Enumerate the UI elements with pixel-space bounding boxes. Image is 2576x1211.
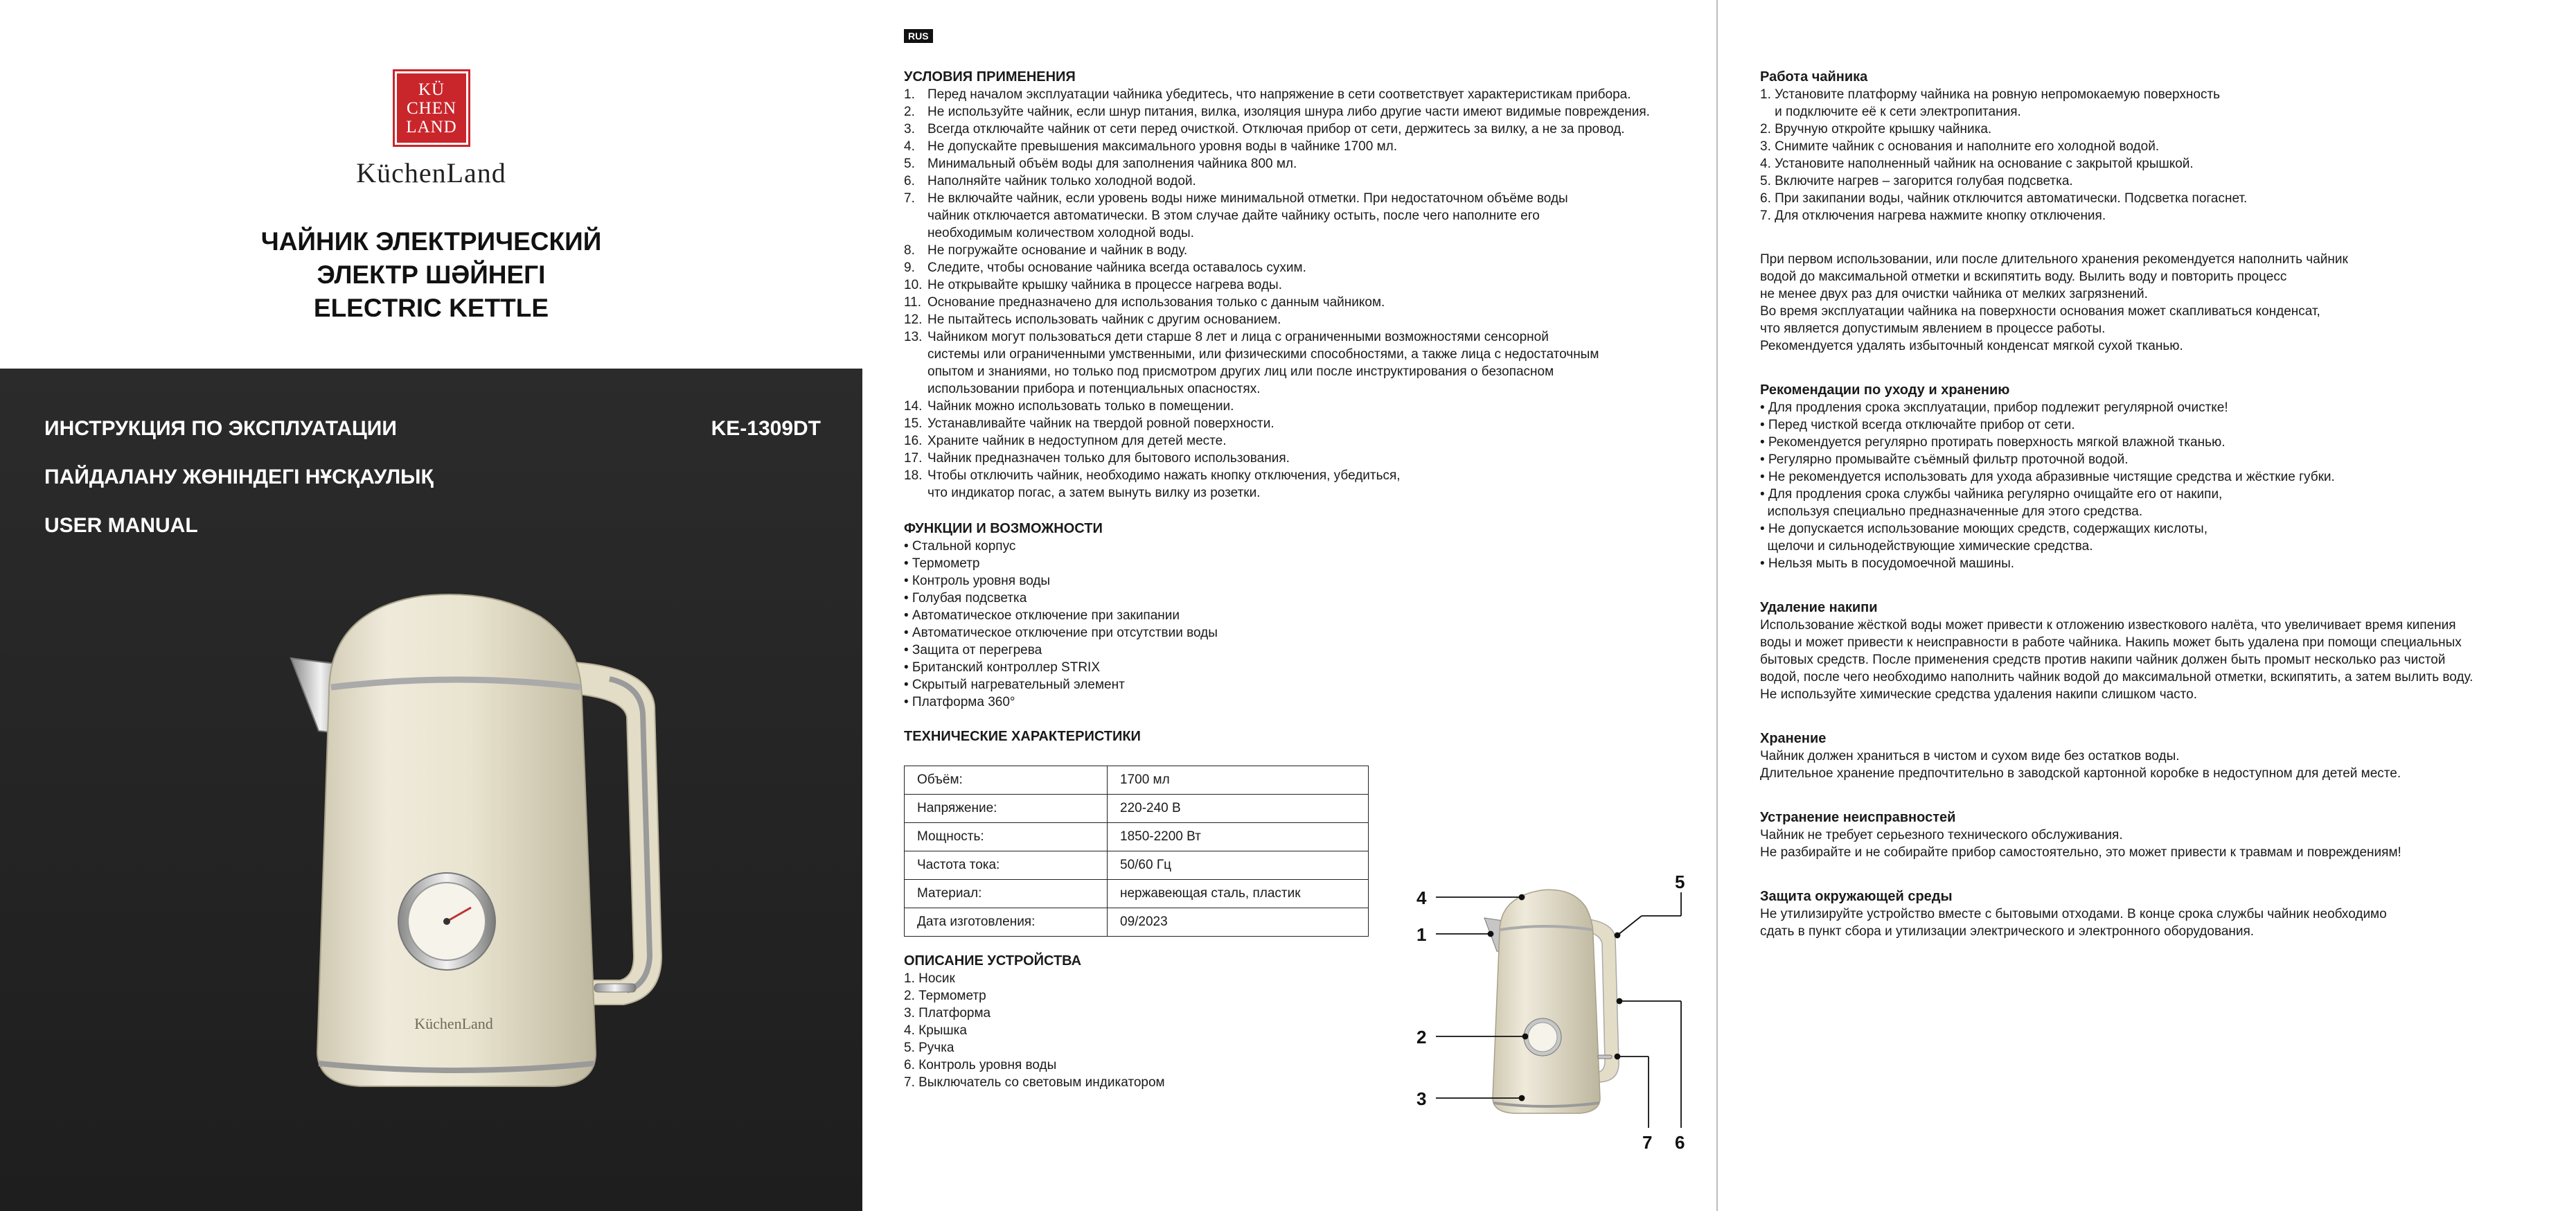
item-line: Не допускайте превышения максимального уровня воды в чайнике 1700 мл.	[927, 139, 1398, 154]
callout-7: 7	[1642, 1132, 1653, 1153]
spec-label: Частота тока:	[905, 851, 1108, 880]
item-number: 6.	[904, 174, 915, 188]
condition-item	[904, 121, 1700, 138]
item-number: 13.	[904, 330, 923, 344]
spec-row	[905, 795, 1369, 823]
section-line: водой, после чего необходимо наполнить чайник водой до максимальной отметки, вскипятить, а затем вылить воду.	[1760, 670, 2473, 684]
spec-row	[905, 851, 1369, 880]
item-line: Не пытайтесь использовать чайник с другим основанием.	[927, 312, 1281, 327]
item-number: 17.	[904, 451, 923, 466]
manual-title-en: USER MANUAL	[44, 514, 198, 537]
section-line: воды и может привести к неисправности в работе чайника. Накипь может быть удалена при помощи специальных	[1760, 635, 2462, 650]
condition-item	[904, 259, 1700, 276]
description-item: 6. Контроль уровня воды	[904, 1058, 1057, 1072]
section-line: используя специально предназначенные для этого средства.	[1760, 504, 2143, 519]
title-line: ELECTRIC KETTLE	[313, 294, 549, 322]
section-line: 6. При закипании воды, чайник отключится автоматически. Подсветка погаснет.	[1760, 191, 2248, 206]
section-line: Чайник должен храниться в чистом и сухом виде без остатков воды.	[1760, 749, 2180, 763]
section-title: Хранение	[1760, 731, 1827, 746]
specs-title	[904, 727, 1389, 745]
cover-panel	[0, 0, 862, 1211]
section-line: При первом использовании, или после длительного хранения рекомендуется наполнить чайник	[1760, 252, 2348, 267]
description-list	[904, 970, 1389, 1091]
section-line: щелочи и сильнодействующие химические средства.	[1760, 539, 2093, 554]
feature-item: • Стальной корпус	[904, 539, 1016, 554]
feature-item: • Защита от перегрева	[904, 643, 1042, 657]
item-line: чайник отключается автоматически. В этом случае дайте чайнику остыть, после чего наполните его	[927, 209, 1540, 223]
condition-item	[904, 294, 1700, 311]
manual-title-kz: ПАЙДАЛАНУ ЖӨНІНДЕГІ НҰСҚАУЛЫҚ	[44, 466, 434, 488]
spec-label: Напряжение:	[905, 795, 1108, 823]
spec-value: 1700 мл	[1108, 766, 1369, 795]
language-tag: RUS	[904, 29, 933, 43]
logo-line: LAND	[406, 117, 457, 136]
condition-item	[904, 467, 1700, 502]
section-line: • Рекомендуется регулярно протирать поверхность мягкой влажной тканью.	[1760, 435, 2226, 450]
logo-line: KÜ	[418, 80, 445, 99]
section-line: Чайник не требует серьезного технического обслуживания.	[1760, 828, 2123, 842]
section-line: сдать в пункт сбора и утилизации электрического и электронного оборудования.	[1760, 924, 2255, 939]
section-title: УСЛОВИЯ ПРИМЕНЕНИЯ	[904, 69, 1076, 85]
section-line: Во время эксплуатации чайника на поверхности основания может скапливаться конденсат,	[1760, 304, 2320, 319]
callout-2: 2	[1416, 1027, 1427, 1048]
feature-item: • Контроль уровня воды	[904, 574, 1051, 588]
item-number: 3.	[904, 122, 915, 136]
item-number: 1.	[904, 87, 915, 102]
item-line: опытом и знаниями, но только под присмотром других лиц или после инструктирования о безопасном	[927, 364, 1554, 379]
section-line: бытовых средств. После применения средств против накипи чайник должен быть промыт несколько раз чистой	[1760, 653, 2446, 667]
brand-name: KüchenLand	[356, 157, 506, 188]
condition-item	[904, 138, 1700, 155]
features-section	[904, 520, 1389, 711]
condition-item	[904, 155, 1700, 173]
condition-item	[904, 173, 1700, 190]
features-list	[904, 538, 1389, 711]
section-line: Не утилизируйте устройство вместе с бытовыми отходами. В конце срока службы чайник необходимо	[1760, 907, 2387, 921]
page3-section	[1760, 730, 2564, 782]
kettle-image	[263, 568, 693, 1108]
section-title: ТЕХНИЧЕСКИЕ ХАРАКТЕРИСТИКИ	[904, 729, 1141, 744]
section-line: • Нельзя мыть в посудомоечной машины.	[1760, 556, 2015, 571]
instructions-page-2	[1718, 0, 2576, 1211]
spec-label: Материал:	[905, 880, 1108, 908]
item-number: 18.	[904, 468, 923, 483]
spec-value: 50/60 Гц	[1108, 851, 1369, 880]
brand-logo	[395, 71, 468, 145]
page3-section	[1760, 808, 2564, 861]
condition-item	[904, 398, 1700, 415]
item-number: 8.	[904, 243, 915, 258]
section-line: 3. Снимите чайник с основания и наполните его холодной водой.	[1760, 139, 2160, 154]
callout-1: 1	[1416, 924, 1427, 945]
page3-section	[1760, 887, 2564, 940]
condition-item	[904, 415, 1700, 432]
item-line: Не включайте чайник, если уровень воды ниже минимальной отметки. При недостаточном объёме воды	[927, 191, 1568, 206]
item-line: Чайником могут пользоваться дети старше 8 лет и лица с ограниченными возможностями сенсорной	[927, 330, 1549, 344]
condition-item	[904, 450, 1700, 467]
item-number: 15.	[904, 416, 923, 431]
section-title: Рекомендации по уходу и хранению	[1760, 382, 2010, 398]
spec-row	[905, 823, 1369, 851]
item-number: 9.	[904, 260, 915, 275]
item-line: Устанавливайте чайник на твердой ровной поверхности.	[927, 416, 1274, 431]
description-item: 4. Крышка	[904, 1023, 967, 1038]
section-line: и подключите её к сети электропитания.	[1760, 105, 2021, 119]
condition-item	[904, 103, 1700, 121]
spec-row	[905, 908, 1369, 937]
section-line: Не используйте химические средства удаления накипи слишком часто.	[1760, 687, 2197, 702]
section-line: 2. Вручную откройте крышку чайника.	[1760, 122, 1992, 136]
spec-label: Объём:	[905, 766, 1108, 795]
item-line: системы или ограниченными умственными, или физическими способностями, а также лица с недостаточным	[927, 347, 1599, 362]
section-line: • Не рекомендуется использовать для ухода абразивные чистящие средства и жёсткие губки.	[1760, 470, 2335, 484]
spec-label: Дата изготовления:	[905, 908, 1108, 937]
feature-item: • Скрытый нагревательный элемент	[904, 678, 1125, 692]
item-line: Наполняйте чайник только холодной водой.	[927, 174, 1196, 188]
spec-label: Мощность:	[905, 823, 1108, 851]
feature-item: • Голубая подсветка	[904, 591, 1027, 606]
item-number: 12.	[904, 312, 923, 327]
conditions-section	[904, 68, 1700, 502]
item-number: 16.	[904, 434, 923, 448]
section-line: • Перед чисткой всегда отключайте прибор от сети.	[1760, 418, 2075, 432]
section-line: 5. Включите нагрев – загорится голубая подсветка.	[1760, 174, 2073, 188]
section-line: что является допустимым явлением в процессе работы.	[1760, 321, 2106, 336]
item-number: 7.	[904, 191, 915, 206]
feature-item: • Автоматическое отключение при закипании	[904, 608, 1180, 623]
item-number: 14.	[904, 399, 923, 414]
item-line: Чайник можно использовать только в помещении.	[927, 399, 1234, 414]
conditions-list	[904, 86, 1700, 502]
description-item: 5. Ручка	[904, 1041, 954, 1055]
section-title: Защита окружающей среды	[1760, 889, 1953, 904]
model-number: KE-1309DT	[711, 417, 821, 440]
condition-item	[904, 328, 1700, 398]
callout-3: 3	[1416, 1088, 1427, 1109]
condition-item	[904, 432, 1700, 450]
spec-value: 220-240 В	[1108, 795, 1369, 823]
item-line: Не погружайте основание и чайник в воду.	[927, 243, 1188, 258]
section-line: 1. Установите платформу чайника на ровную непромокаемую поверхность	[1760, 87, 2221, 102]
specs-table	[904, 766, 1369, 937]
page3-section	[1760, 68, 2564, 224]
section-line: • Для продления срока службы чайника регулярно очищайте его от накипи,	[1760, 487, 2223, 502]
spec-value: нержавеющая сталь, пластик	[1108, 880, 1369, 908]
page3-section	[1760, 381, 2564, 572]
section-line: • Не допускается использование моющих средств, содержащих кислоты,	[1760, 522, 2208, 536]
spec-row	[905, 766, 1369, 795]
page3-section	[1760, 599, 2564, 703]
feature-item: • Автоматическое отключение при отсутствии воды	[904, 626, 1218, 640]
feature-item: • Платформа 360°	[904, 695, 1015, 709]
item-number: 11.	[904, 295, 922, 310]
item-line: Чтобы отключить чайник, необходимо нажать кнопку отключения, убедиться,	[927, 468, 1401, 483]
instructions-page-1	[862, 0, 1718, 1211]
item-number: 4.	[904, 139, 915, 154]
section-line: 4. Установите наполненный чайник на основание с закрытой крышкой.	[1760, 157, 2194, 171]
description-item: 7. Выключатель со световым индикатором	[904, 1075, 1165, 1090]
section-title: ОПИСАНИЕ УСТРОЙСТВА	[904, 953, 1082, 969]
description-item: 3. Платформа	[904, 1006, 991, 1020]
item-line: Основание предназначено для использования только с данным чайником.	[927, 295, 1385, 310]
title-line: ЧАЙНИК ЭЛЕКТРИЧЕСКИЙ	[260, 227, 602, 256]
product-title	[0, 225, 862, 325]
spec-row	[905, 880, 1369, 908]
item-number: 5.	[904, 157, 915, 171]
page3-section	[1760, 251, 2564, 355]
item-number: 2.	[904, 105, 915, 119]
condition-item	[904, 311, 1700, 328]
kettle-brand-label: KüchenLand	[414, 1015, 493, 1032]
logo-line: CHEN	[406, 98, 457, 118]
callout-6: 6	[1675, 1132, 1685, 1153]
callout-4: 4	[1416, 887, 1427, 908]
section-title: ФУНКЦИИ И ВОЗМОЖНОСТИ	[904, 521, 1103, 536]
item-line: Всегда отключайте чайник от сети перед очисткой. Отключая прибор от сети, держитесь за вилку, а не за провод.	[927, 122, 1625, 136]
kettle-diagram	[1403, 866, 1707, 1164]
item-number: 10.	[904, 278, 923, 292]
item-line: Чайник предназначен только для бытового использования.	[927, 451, 1290, 466]
item-line: Перед началом эксплуатации чайника убедитесь, что напряжение в сети соответствует характеристикам прибора.	[927, 87, 1631, 102]
feature-item: • Термометр	[904, 556, 980, 571]
section-title: Устранение неисправностей	[1760, 810, 1956, 825]
section-title: Работа чайника	[1760, 69, 1868, 85]
item-line: что индикатор погас, а затем вынуть вилку из розетки.	[927, 486, 1261, 500]
manual-title-ru: ИНСТРУКЦИЯ ПО ЭКСПЛУАТАЦИИ	[44, 417, 397, 440]
description-item: 2. Термометр	[904, 989, 986, 1003]
condition-item	[904, 86, 1700, 103]
section-line: Не разбирайте и не собирайте прибор самостоятельно, это может привести к травмам и повреждениям!	[1760, 845, 2401, 860]
spec-value: 1850-2200 Вт	[1108, 823, 1369, 851]
item-line: необходимым количеством холодной воды.	[927, 226, 1194, 240]
item-line: использовании прибора и потенциальных опасностях.	[927, 382, 1261, 396]
feature-item: • Британский контроллер STRIX	[904, 660, 1100, 675]
item-line: Не открывайте крышку чайника в процессе нагрева воды.	[927, 278, 1282, 292]
section-line: • Регулярно промывайте съёмный фильтр проточной водой.	[1760, 452, 2129, 467]
section-line: водой до максимальной отметки и вскипятить воду. Вылить воду и повторить процесс	[1760, 269, 2287, 284]
section-line: 7. Для отключения нагрева нажмите кнопку отключения.	[1760, 209, 2106, 223]
section-line: • Для продления срока эксплуатации, прибор подлежит регулярной очистке!	[1760, 400, 2228, 415]
description-item: 1. Носик	[904, 971, 955, 986]
section-line: не менее двух раз для очистки чайника от мелких загрязнений.	[1760, 287, 2148, 301]
section-line: Рекомендуется удалять избыточный конденсат мягкой сухой тканью.	[1760, 339, 2183, 353]
section-line: Использование жёсткой воды может привести к отложению известкового налёта, что увеличивает время кипения	[1760, 618, 2456, 633]
item-line: Не используйте чайник, если шнур питания, вилка, изоляция шнура либо другие части имеют видимые повреждения.	[927, 105, 1650, 119]
page3-sections	[1760, 68, 2564, 940]
callout-5: 5	[1675, 872, 1685, 892]
spec-value: 09/2023	[1108, 908, 1369, 937]
section-title: Удаление накипи	[1760, 600, 1878, 615]
item-line: Минимальный объём воды для заполнения чайника 800 мл.	[927, 157, 1297, 171]
condition-item	[904, 242, 1700, 259]
title-line: ЭЛЕКТР ШӘЙНЕГІ	[317, 260, 546, 289]
condition-item	[904, 190, 1700, 242]
section-line: Длительное хранение предпочтительно в заводской картонной коробке в недоступном для детей месте.	[1760, 766, 2401, 781]
description-section	[904, 952, 1389, 1091]
item-line: Следите, чтобы основание чайника всегда оставалось сухим.	[927, 260, 1306, 275]
item-line: Храните чайник в недоступном для детей месте.	[927, 434, 1227, 448]
condition-item	[904, 276, 1700, 294]
